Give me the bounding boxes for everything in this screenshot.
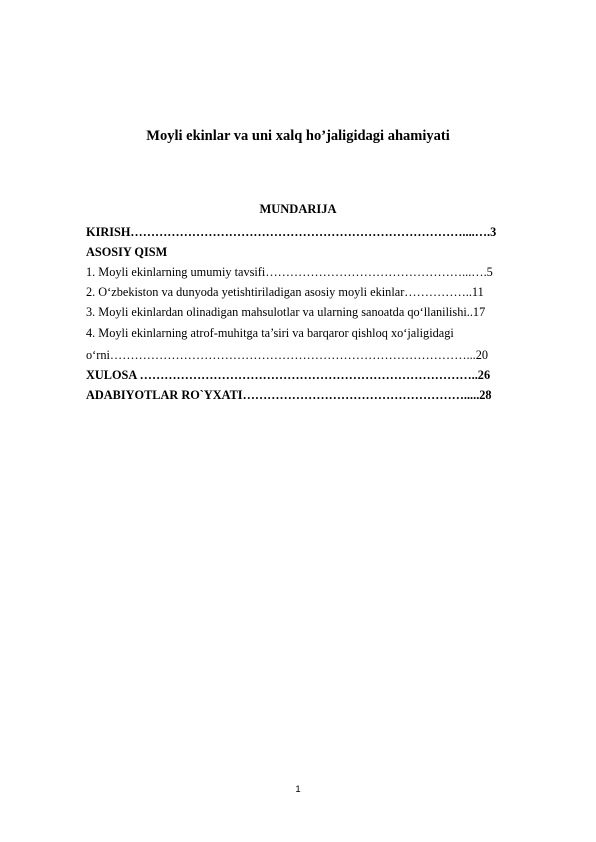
toc-entry-kirish[interactable]: KIRISH………………………………………………………………………....….3 [86,225,497,239]
toc-entry-3[interactable]: 3. Moyli ekinlardan olinadigan mahsulotlar va ularning sanoatda qo‘llanilishi..17 [86,305,486,319]
toc-section-asosiy-qism[interactable]: ASOSIY QISM [86,245,168,259]
page-number: 1 [295,784,301,795]
toc-entry-4[interactable]: 4. Moyli ekinlarning atrof-muhitga ta’siri va barqaror qishloq xo‘jaligidagi [86,326,454,340]
document-title: Moyli ekinlar va uni xalq ho’jaligidagi ahamiyati [146,128,450,144]
toc-entry-2[interactable]: 2. O‘zbekiston va dunyoda yetishtiriladigan asosiy moyli ekinlar……………..11 [86,285,484,299]
contents-heading: MUNDARIJA [259,202,337,216]
toc-entry-xulosa[interactable]: XULOSA ………………………………………………………………………..26 [86,368,491,382]
table-of-contents [86,222,547,405]
toc-entry-1[interactable]: 1. Moyli ekinlarning umumiy tavsifi…………………………………………...….5 [86,265,493,279]
toc-entry-adabiyotlar[interactable]: ADABIYOTLAR RO`YXATI……………………………………………….....28 [86,388,492,402]
toc-entry-4-continued[interactable]: o‘rni……………………………………………………………………………...20 [86,348,489,362]
